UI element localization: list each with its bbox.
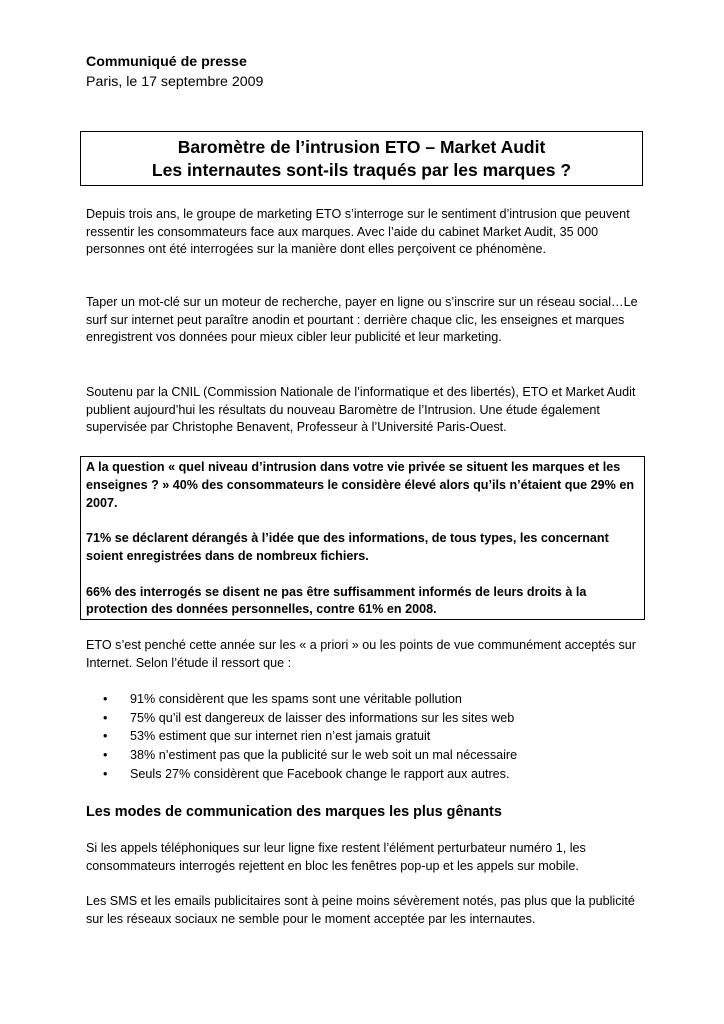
section-paragraph: Si les appels téléphoniques sur leur ligne fixe restent l’élément perturbateur numéro 1, les consommateurs interrogés rejettent en bloc les fenêtres pop-up et les appels sur mobile. [86,841,586,873]
key-finding: 66% des interrogés se disent ne pas être suffisamment informés de leurs droits à la protection des données personnelles, contre 61% en 2008. [86,584,587,617]
list-item-text: 53% estiment que sur internet rien n’est jamais gratuit [130,729,431,744]
press-release-label: Communiqué de presse [86,54,247,70]
bullet-icon: • [103,729,108,744]
list-item [86,709,646,728]
document-subtitle: Les internautes sont-ils traqués par les marques ? [151,160,572,180]
intro-paragraph: Taper un mot-clé sur un moteur de recherche, payer en ligne ou s’inscrire sur un réseau social…Le surf sur internet peut paraître anodin et pourtant : derrière chaque clic, les enseignes et marques enregistrent vos données pour mieux cibler leur publicité et leur marketing. [86,295,638,345]
priori-intro-paragraph: ETO s’est penché cette année sur les « a priori » ou les points de vue communément acceptés sur Internet. Selon l’étude il ressort que : [86,638,636,670]
intro-paragraph: Depuis trois ans, le groupe de marketing ETO s’interroge sur le sentiment d’intrusion que peuvent ressentir les consommateurs face aux marques. Avec l’aide du cabinet Market Audit, 35 000 personnes ont été interrogées sur la manière dont elles perçoivent ce phénomène. [86,207,630,257]
bullet-icon: • [103,766,108,781]
section-paragraph: Les SMS et les emails publicitaires sont à peine moins sévèrement notés, pas plus que la publicité sur les réseaux sociaux ne semble pour le moment acceptée par les internautes. [86,894,635,926]
key-findings-box [80,456,645,620]
list-item [86,765,646,784]
key-finding: A la question « quel niveau d’intrusion dans votre vie privée se situent les marques et les enseignes ? » 40% des consommateurs le considère élevé alors qu’ils n’étaient que 29% en 2007. [86,460,635,510]
findings-list [86,690,646,784]
press-header [86,53,646,91]
section-heading: Les modes de communication des marques les plus gênants [86,804,502,820]
bullet-icon: • [103,692,108,706]
document-title: Baromètre de l’intrusion ETO – Market Audit [177,137,546,157]
bullet-icon: • [103,748,108,763]
list-item [86,727,646,746]
document-title-box [80,131,643,186]
list-item-text: Seuls 27% considèrent que Facebook change le rapport aux autres. [130,766,510,781]
intro-paragraph: Soutenu par la CNIL (Commission Nationale de l’informatique et des libertés), ETO et Market Audit publient aujourd’hui les résultats du nouveau Baromètre de l’Intrusion. Une étude également supervisée par Christophe Benavent, Professeur à l’Université Paris-Ouest. [86,385,636,435]
list-item-text: 75% qu’il est dangereux de laisser des informations sur les sites web [130,710,515,725]
key-finding: 71% se déclarent dérangés à l’idée que des informations, de tous types, les concernant soient enregistrées dans de nombreux fichiers. [86,531,609,563]
list-item [86,746,646,765]
bullet-icon: • [103,710,108,725]
list-item-text: 38% n’estiment pas que la publicité sur le web soit un mal nécessaire [130,748,518,763]
dateline: Paris, le 17 septembre 2009 [86,74,264,90]
list-item-text: 91% considèrent que les spams sont une véritable pollution [130,692,462,706]
list-item [86,690,646,709]
